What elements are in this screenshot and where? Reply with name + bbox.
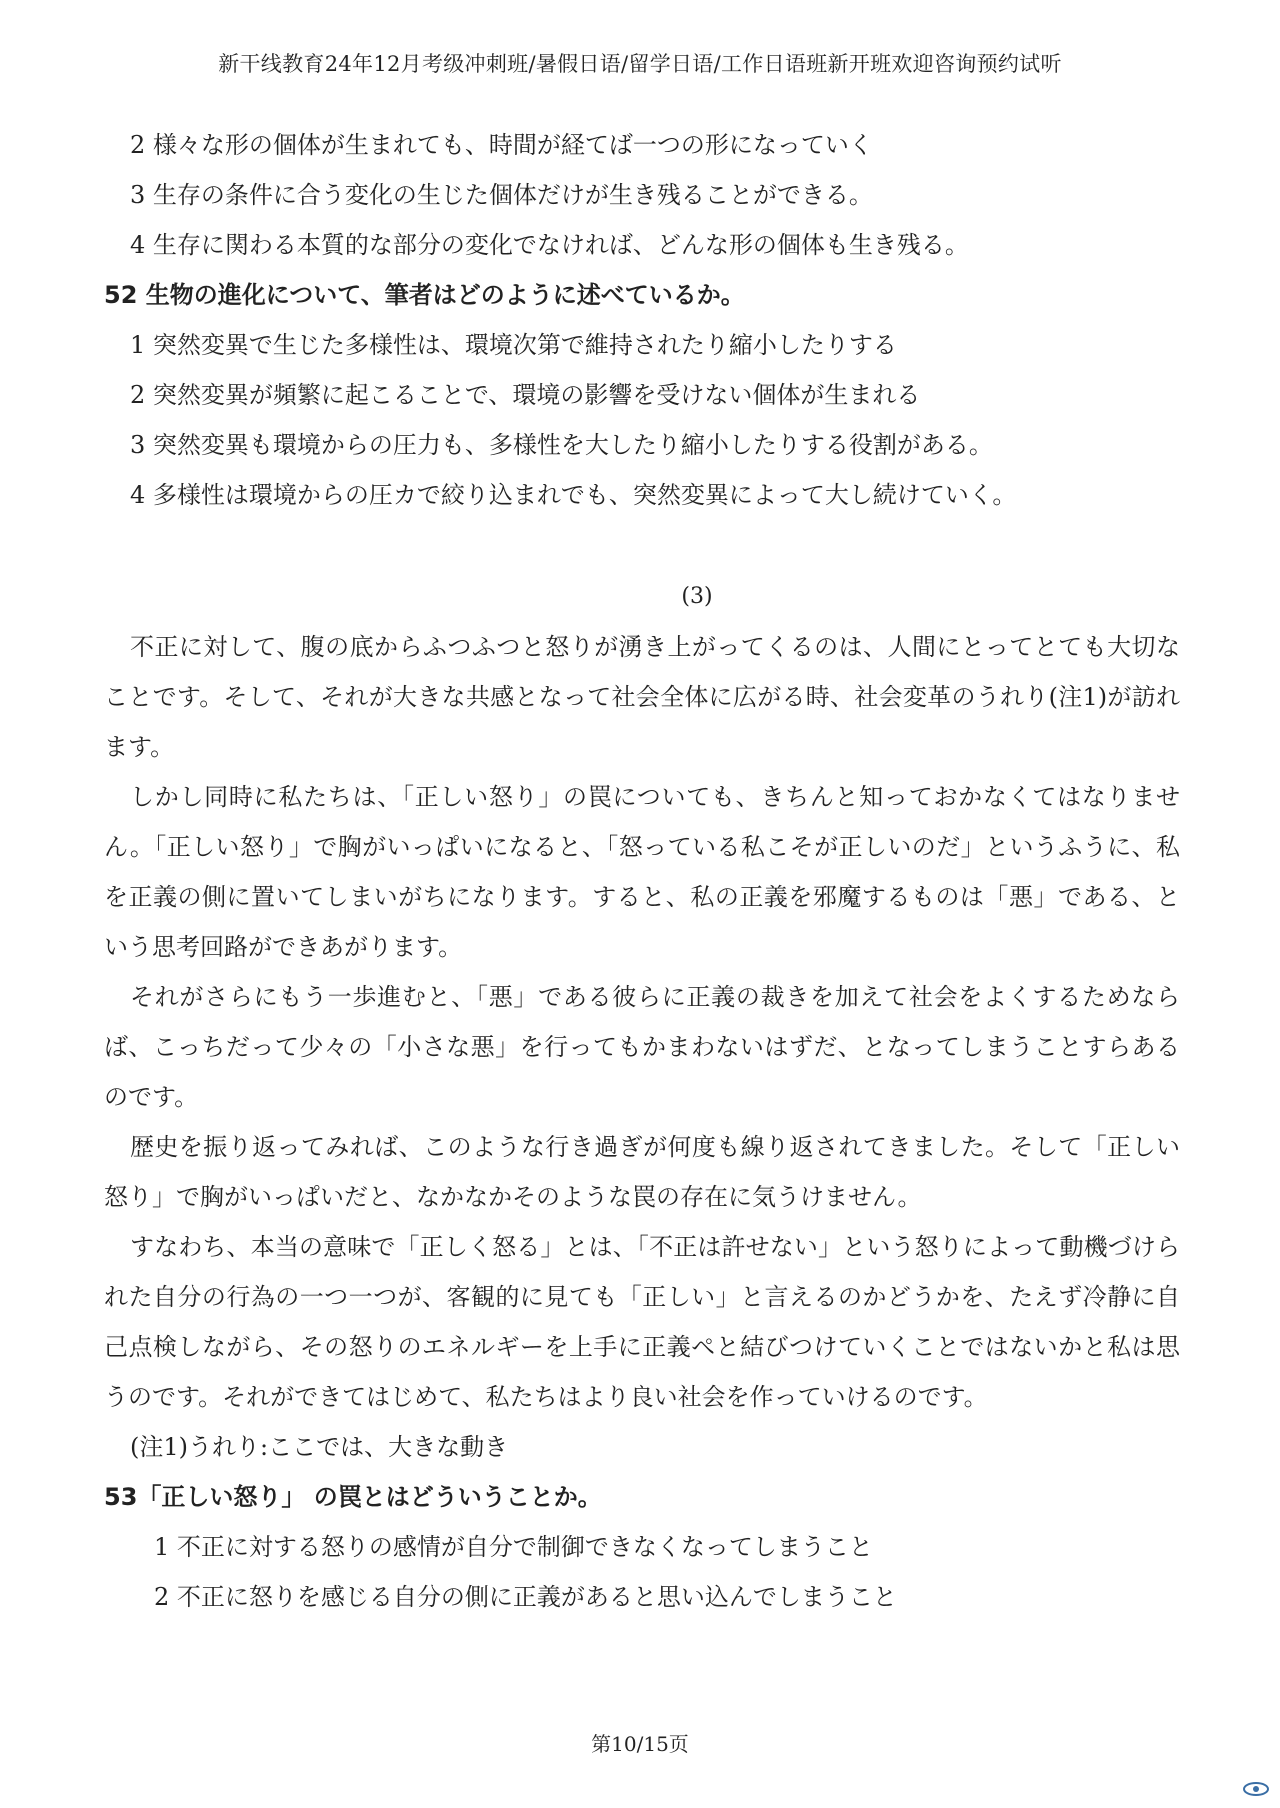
question-53: 53「正しい怒り」 の罠とはどういうことか。 [104, 1483, 602, 1511]
section-number: (3) [681, 584, 713, 609]
q53-option-1: 1 不正に対する怒りの感情が自分で制御できなくなってしまうこと [154, 1533, 873, 1561]
footnote: (注1)うれり:ここでは、大きな動き [130, 1433, 509, 1461]
q52-option-3: 3 突然変異も環境からの圧力も、多様性を大したり縮小したりする役割がある。 [130, 431, 993, 459]
q53-option-2: 2 不正に怒りを感じる自分の側に正義があると思い込んでしまうこと [154, 1583, 897, 1611]
passage-paragraph-5: すなわち、本当の意味で「正しく怒る」とは、「不正は許せない」という怒りによって動機づけられた自分の行為の一つ一つが、客観的に見ても「正しい」と言えるのかどうかを、たえず冷静に自己点検しながら、その怒りのエネルギーを上手に正義ペと結びつけていくことではないかと私は思うのです。それができてはじめて、私たちはより良い社会を作っていけるのです。 [104, 1233, 1180, 1411]
question-52: 52 生物の進化について、筆者はどのように述べているか。 [104, 281, 745, 309]
q52-option-1: 1 突然変異で生じた多様性は、環境次第で維持されたり縮小したりする [130, 331, 897, 359]
page-header: 新干线教育24年12月考级冲刺班/暑假日语/留学日语/工作日语班新开班欢迎咨询预约试听 [218, 52, 1062, 76]
passage-paragraph-3: それがさらにもう一歩進むと、「悪」である彼らに正義の裁きを加えて社会をよくするためならば、こっちだって少々の「小さな悪」を行ってもかまわないはずだ、となってしまうことすらあるのです。 [104, 983, 1180, 1111]
q52-option-4: 4 多様性は環境からの圧カで絞り込まれでも、突然変異によって大し続けていく。 [130, 481, 1017, 509]
document-body [104, 120, 1180, 1622]
q52-option-2: 2 突然変異が頻繁に起こることで、環境の影響を受けない個体が生まれる [130, 381, 921, 409]
q51-option-2: 2 様々な形の個体が生まれても、時間が経てば一つの形になっていく [130, 131, 873, 159]
page-number: 第10/15页 [591, 1732, 689, 1756]
passage-paragraph-2: しかし同時に私たちは、「正しい怒り」の罠についても、きちんと知っておかなくてはなりません。「正しい怒り」で胸がいっぱいになると、「怒っている私こそが正しいのだ」というふうに、私を正義の側に置いてしまいがちになります。すると、私の正義を邪魔するものは「悪」である、という思考回路ができあがります。 [104, 783, 1180, 961]
passage-paragraph-1: 不正に対して、腹の底からふつふつと怒りが湧き上がってくるのは、人間にとってとても大切なことです。そして、それが大きな共感となって社会全体に広がる時、社会変革のうれり(注1)が訪れます。 [104, 633, 1180, 761]
watermark-logo-icon [1242, 1780, 1270, 1798]
q51-option-3: 3 生存の条件に合う変化の生じた個体だけが生き残ることができる。 [130, 181, 873, 209]
q51-option-4: 4 生存に関わる本質的な部分の変化でなければ、どんな形の個体も生き残る。 [130, 231, 969, 259]
passage-paragraph-4: 歴史を振り返ってみれば、このような行き過ぎが何度も線り返されてきました。そして「正しい怒り」で胸がいっぱいだと、なかなかそのような罠の存在に気うけません。 [104, 1133, 1180, 1211]
